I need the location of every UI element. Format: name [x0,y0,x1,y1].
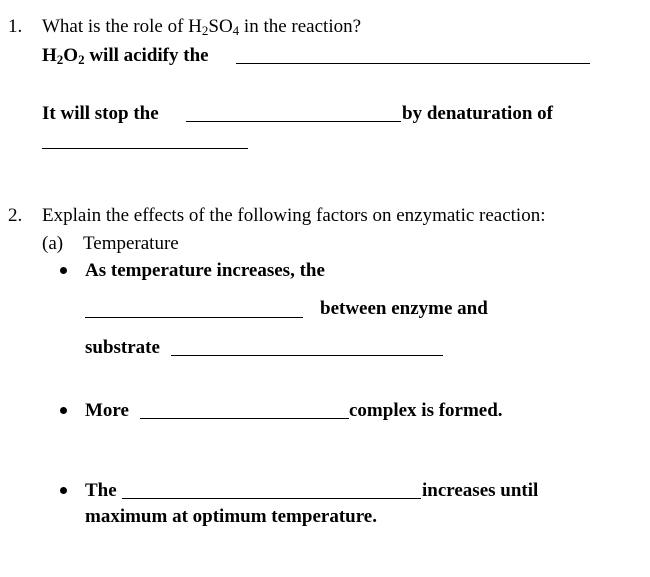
answer-1-line-2b: by denaturation of [402,103,553,124]
bullet-icon [60,267,67,274]
answer-blank-1[interactable] [236,63,590,64]
part-a-label: (a) [42,233,64,254]
question-2-prompt: Explain the effects of the following factors on enzymatic reaction: [42,205,546,226]
bullet-3-text-b: increases until [422,480,539,501]
bullet-icon [60,407,67,414]
answer-blank-3[interactable] [42,148,248,149]
question-2-number: 2. [8,205,23,226]
answer-blank-6[interactable] [140,418,349,419]
bullet-2-text-a: More [85,400,129,421]
answer-blank-7[interactable] [122,498,421,499]
bullet-1-line-1: As temperature increases, the [85,260,325,281]
question-1-number: 1. [8,16,23,37]
answer-1-line-1: $H_2O_2$ will acidify the [42,45,209,67]
question-1-prompt: What is the role of $H_2SO_4$ in the reaction? [42,16,362,38]
bullet-2-text-b: complex is formed. [349,400,503,421]
answer-blank-5[interactable] [171,355,443,356]
answer-blank-4[interactable] [85,317,303,318]
bullet-1-line-2: between enzyme and [320,298,488,319]
bullet-3-text-c: maximum at optimum temperature. [85,506,377,527]
answer-blank-2[interactable] [186,121,401,122]
bullet-3-text-a: The [85,480,117,501]
bullet-icon [60,487,67,494]
bullet-1-line-3: substrate [85,337,160,358]
part-a-title: Temperature [83,233,179,254]
answer-1-line-2a: It will stop the [42,103,159,124]
